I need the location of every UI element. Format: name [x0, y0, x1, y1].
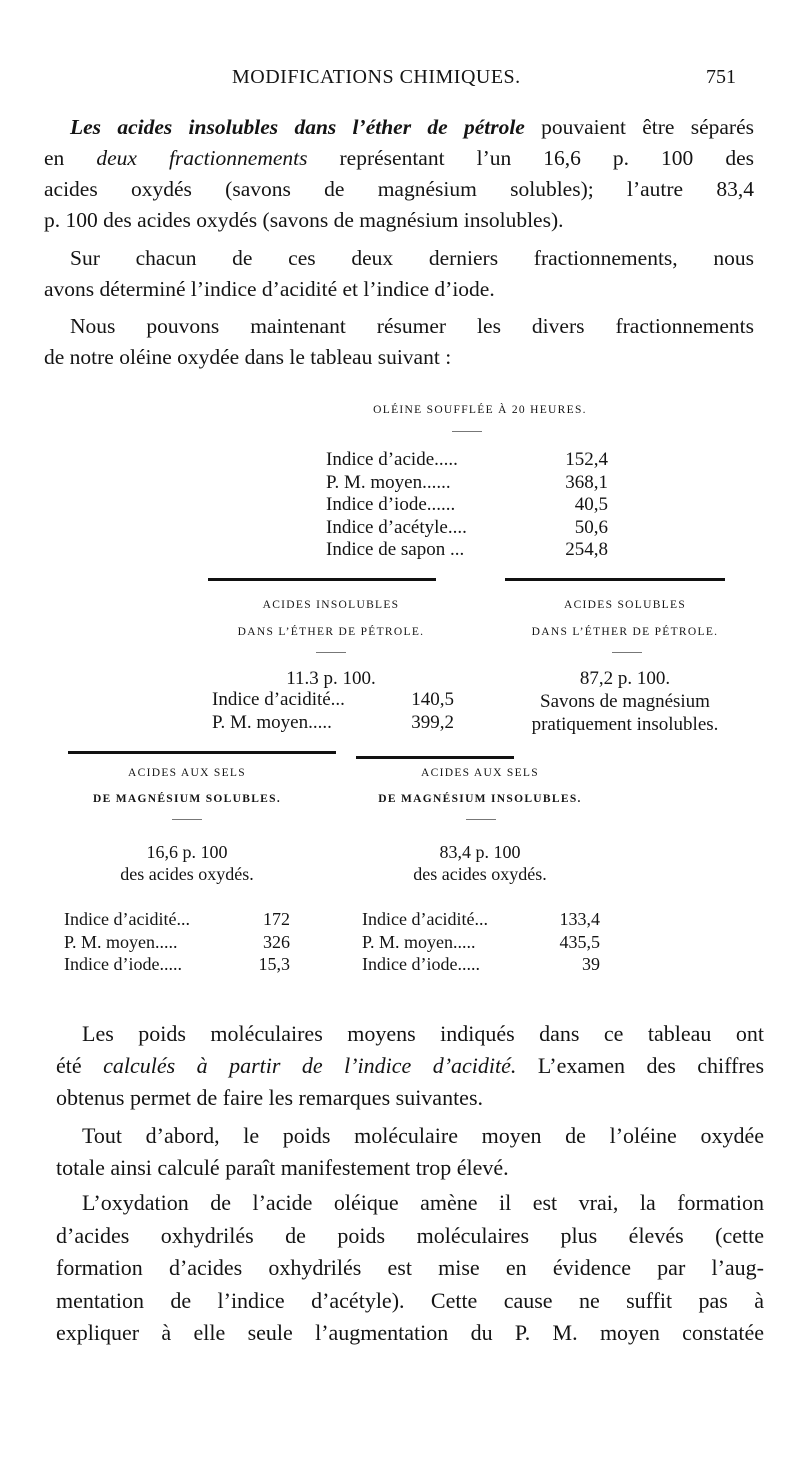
top-values-block: [326, 449, 608, 562]
mg-insoluble-heading-2: DE MAGNÉSIUM INSOLUBLES.: [378, 793, 582, 805]
mg-insoluble-pct-note: des acides oxydés.: [413, 864, 547, 884]
mg-insoluble-pct: 83,4 p. 100: [439, 842, 521, 862]
mg-soluble-values-block: [64, 908, 290, 976]
row-value: 435,5: [559, 931, 600, 952]
text-line: Sur chacun de ces deux derniers fractionnements, nous: [70, 246, 754, 270]
soluble-percentage: 87,2 p. 100.: [579, 668, 671, 689]
branch-rule-right: [505, 578, 725, 581]
row-label: Indice d’acide.....: [326, 449, 458, 470]
text-line: expliquer à elle seule l’augmentation du P. M. moyen constatée: [56, 1320, 764, 1345]
text-line: Tout d’abord, le poids moléculaire moyen de l’oléine oxydée: [82, 1123, 764, 1148]
row-value: 326: [263, 931, 290, 952]
italic-phrase: calculés à partir de l’indice d’acidité.: [103, 1053, 517, 1078]
intro-paragraph-3: [44, 311, 754, 373]
table-row: [326, 494, 608, 517]
soluble-note-1: Savons de magnésium: [540, 691, 710, 712]
insoluble-values-block: [212, 689, 454, 734]
page-header: [0, 66, 800, 96]
table-row: [362, 908, 600, 931]
divider: [172, 819, 202, 820]
row-value: 172: [263, 909, 290, 929]
row-label: Indice d’iode.....: [64, 954, 182, 974]
text-line: p. 100 des acides oxydés (savons de magnésium insolubles).: [44, 208, 564, 232]
row-value: 140,5: [411, 689, 454, 710]
text-line: totale ainsi calculé paraît manifestement trop élevé.: [56, 1155, 509, 1180]
row-value: 15,3: [258, 954, 290, 974]
row-value: 152,4: [565, 449, 608, 470]
outro-paragraph-2: [56, 1120, 764, 1184]
text-line: mentation de l’indice d’acétyle). Cette cause ne suffit pas à: [56, 1287, 764, 1313]
insoluble-heading-1: ACIDES INSOLUBLES: [262, 599, 400, 611]
divider: [612, 652, 642, 653]
branch-rule-left: [208, 578, 436, 581]
row-value: 368,1: [565, 471, 608, 493]
mg-insoluble-heading-1: ACIDES AUX SELS: [421, 767, 539, 779]
soluble-heading-1: ACIDES SOLUBLES: [563, 599, 687, 611]
text-line: d’acides oxhydrilés de poids moléculaires plus élevés (cette: [56, 1222, 764, 1248]
italic-phrase: deux fractionnements: [96, 146, 308, 170]
row-label: Indice d’acidité...: [362, 909, 488, 929]
row-value: 40,5: [574, 494, 608, 515]
text-line: obtenus permet de faire les remarques suivantes.: [56, 1085, 484, 1110]
text-line: avons déterminé l’indice d’acidité et l’indice d’iode.: [44, 277, 495, 301]
outro-paragraph-3: [56, 1187, 764, 1350]
insoluble-percentage: 11.3 p. 100.: [286, 668, 376, 689]
branch-rule-left-2: [68, 751, 336, 754]
running-title: MODIFICATIONS CHIMIQUES.: [232, 66, 521, 88]
table-row: [326, 539, 608, 562]
table-row: [326, 449, 608, 472]
text-line: [44, 112, 754, 143]
table-row: [212, 712, 454, 735]
intro-paragraph-2: [44, 243, 754, 305]
row-value: 39: [582, 954, 600, 974]
mg-soluble-heading-2: DE MAGNÉSIUM SOLUBLES.: [92, 793, 282, 805]
row-value: 399,2: [411, 711, 454, 733]
row-label: Indice d’iode......: [326, 494, 456, 515]
text-line: [44, 143, 754, 174]
intro-paragraph-1: [44, 112, 754, 236]
outro-paragraph-1: [56, 1018, 764, 1114]
mg-soluble-heading-1: ACIDES AUX SELS: [128, 767, 246, 779]
text-run: été: [56, 1053, 104, 1078]
table-row: [64, 908, 290, 931]
text-line: Nous pouvons maintenant résumer les divers fractionnements: [70, 314, 754, 338]
text-run: pouvaient être séparés: [524, 115, 754, 139]
text-run: L’examen des chiffres: [516, 1053, 765, 1078]
soluble-note-2: pratiquement insolubles.: [531, 714, 719, 735]
row-value: 50,6: [574, 516, 608, 538]
row-label: P. M. moyen.....: [212, 711, 332, 733]
top-heading: OLÉINE SOUFFLÉE À 20 HEURES.: [373, 404, 587, 416]
table-row: [326, 517, 608, 540]
divider: [466, 819, 496, 820]
row-label: P. M. moyen......: [326, 471, 451, 493]
row-label: Indice d’acidité...: [64, 909, 190, 929]
text-line: L’oxydation de l’acide oléique amène il est vrai, la formation: [82, 1190, 764, 1215]
row-label: Indice de sapon ...: [326, 539, 465, 560]
text-run: en: [44, 146, 97, 170]
row-label: P. M. moyen.....: [64, 931, 178, 952]
italic-phrase: Les acides insolubles dans l’éther de pétrole: [70, 115, 525, 139]
soluble-heading-2: DANS L’ÉTHER DE PÉTROLE.: [531, 626, 719, 638]
table-row: [212, 689, 454, 712]
row-label: P. M. moyen.....: [362, 931, 476, 952]
table-row: [362, 931, 600, 954]
text-line: [56, 1050, 764, 1082]
divider: [452, 431, 482, 432]
page-number: 751: [706, 66, 736, 88]
text-line: acides oxydés (savons de magnésium solubles); l’autre 83,4: [44, 177, 754, 201]
mg-soluble-pct-note: des acides oxydés.: [120, 864, 254, 884]
branch-rule-right-2: [356, 756, 514, 759]
row-label: Indice d’acidité...: [212, 689, 345, 710]
table-row: [362, 953, 600, 976]
text-line: de notre oléine oxydée dans le tableau suivant :: [44, 345, 452, 369]
text-line: formation d’acides oxhydrilés est mise en évidence par l’aug-: [56, 1255, 764, 1280]
table-row: [326, 472, 608, 495]
row-value: 254,8: [565, 539, 608, 560]
row-label: Indice d’acétyle....: [326, 516, 467, 538]
divider: [316, 652, 346, 653]
insoluble-heading-2: DANS L’ÉTHER DE PÉTROLE.: [237, 626, 425, 638]
text-line: Les poids moléculaires moyens indiqués dans ce tableau ont: [82, 1021, 764, 1046]
table-row: [64, 931, 290, 954]
mg-soluble-pct: 16,6 p. 100: [146, 842, 228, 862]
row-label: Indice d’iode.....: [362, 954, 480, 974]
row-value: 133,4: [559, 909, 600, 929]
mg-insoluble-values-block: [362, 908, 600, 976]
text-run: représentant l’un 16,6 p. 100 des: [307, 146, 754, 170]
table-row: [64, 953, 290, 976]
